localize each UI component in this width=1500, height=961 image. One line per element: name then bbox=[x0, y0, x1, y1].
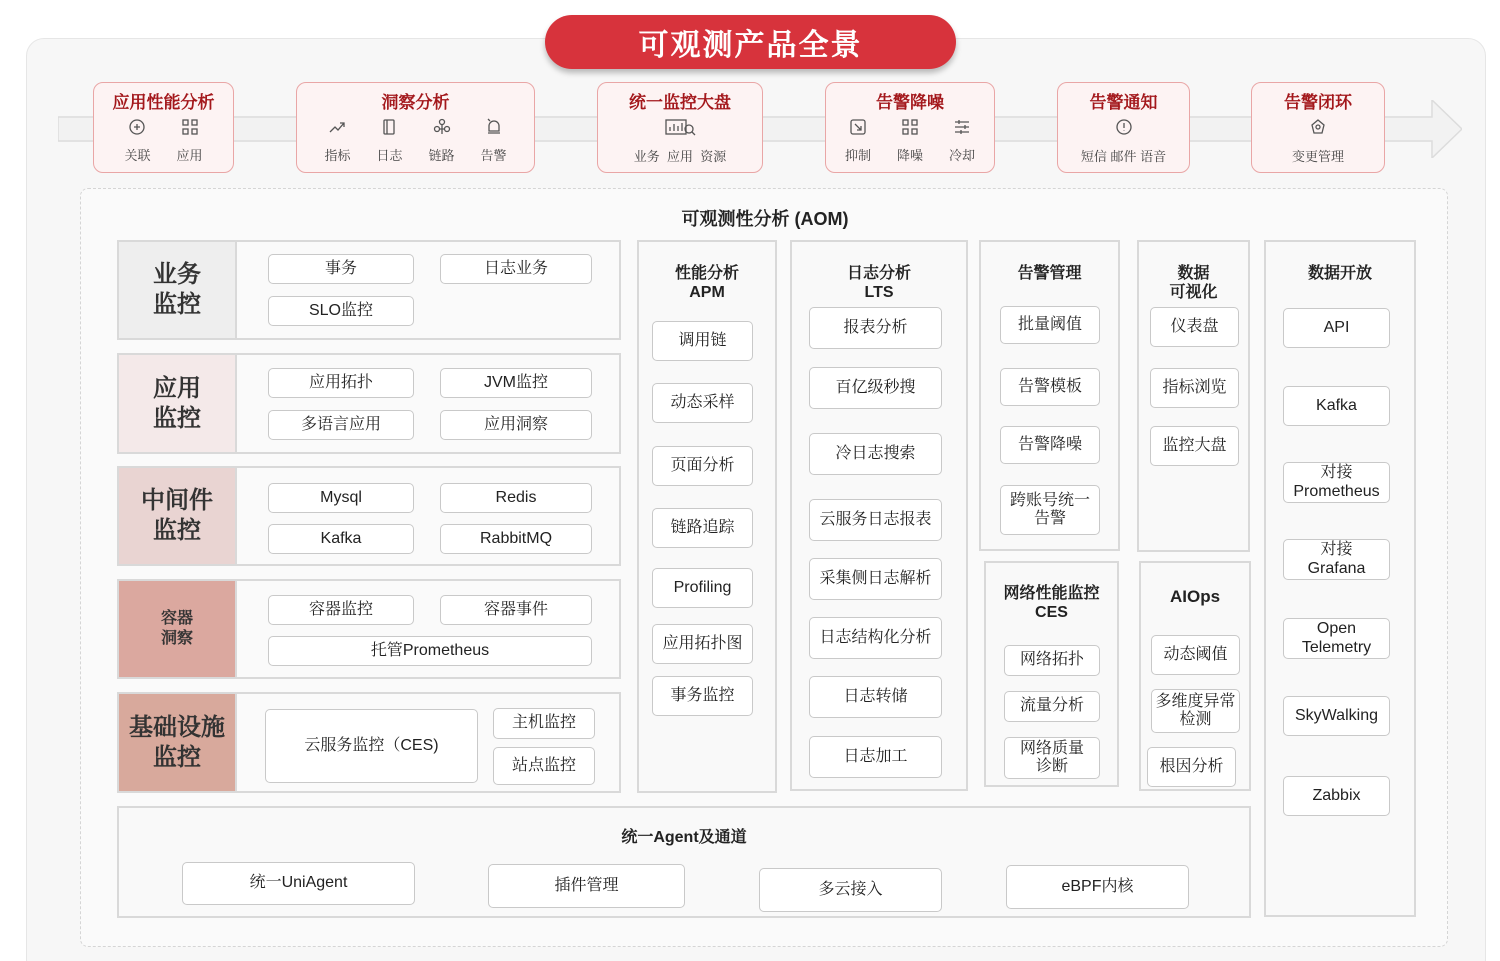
cap-item-denoise bbox=[897, 117, 923, 164]
agent-panel bbox=[117, 806, 1251, 918]
col-lts bbox=[790, 240, 968, 791]
cell[interactable]: 事务 bbox=[268, 254, 414, 284]
cell[interactable]: 事务监控 bbox=[652, 676, 753, 716]
nodes-icon bbox=[432, 117, 452, 137]
cell[interactable]: 根因分析 bbox=[1147, 747, 1236, 787]
cell[interactable]: 页面分析 bbox=[652, 446, 753, 486]
cell[interactable]: 应用拓扑 bbox=[268, 368, 414, 398]
row-business bbox=[117, 240, 621, 340]
grid-icon bbox=[900, 117, 920, 137]
cell[interactable]: 告警模板 bbox=[1000, 368, 1100, 406]
row-label: 业务 监控 bbox=[119, 242, 237, 338]
link-icon bbox=[127, 117, 147, 137]
cell[interactable]: 监控大盘 bbox=[1150, 426, 1239, 466]
suppress-icon bbox=[848, 117, 868, 137]
cell[interactable]: 对接 Prometheus bbox=[1283, 462, 1390, 503]
cell[interactable]: 告警降噪 bbox=[1000, 426, 1100, 464]
cell[interactable]: 云服务日志报表 bbox=[809, 499, 942, 541]
col-title: 统一Agent及通道 bbox=[621, 829, 747, 846]
cap-label: 冷却 bbox=[949, 148, 976, 163]
cell[interactable]: RabbitMQ bbox=[440, 524, 592, 554]
cell[interactable]: 指标浏览 bbox=[1150, 368, 1239, 408]
col-title: 日志分析 LTS bbox=[846, 265, 911, 302]
cell[interactable]: 网络拓扑 bbox=[1004, 645, 1100, 676]
loop-icon bbox=[1308, 117, 1328, 137]
cap-label: 关联 bbox=[124, 148, 151, 163]
col-visualization bbox=[1137, 240, 1250, 552]
row-container bbox=[117, 579, 621, 679]
cell[interactable]: Zabbix bbox=[1283, 776, 1390, 816]
cell[interactable]: Redis bbox=[440, 483, 592, 513]
dashboard-search-icon bbox=[664, 117, 696, 137]
bell-icon bbox=[484, 117, 504, 137]
cap-label: 应用 bbox=[176, 148, 203, 163]
cell[interactable]: 调用链 bbox=[652, 321, 753, 361]
cap-label: 日志 bbox=[376, 148, 403, 163]
row-label: 基础设施 监控 bbox=[119, 694, 237, 791]
cap-item-suppress bbox=[845, 117, 871, 164]
col-title: 数据开放 bbox=[1307, 265, 1372, 282]
cap-label: 抑制 bbox=[844, 148, 871, 163]
cap-title: 洞察分析 bbox=[381, 93, 450, 112]
cap-labels: 变更管理 bbox=[1291, 149, 1344, 164]
cell[interactable]: 日志转储 bbox=[809, 676, 942, 718]
cell[interactable]: 动态阈值 bbox=[1151, 635, 1240, 675]
cap-closed-loop[interactable] bbox=[1251, 82, 1385, 173]
grid-icon bbox=[180, 117, 200, 137]
cell[interactable]: 网络质量 诊断 bbox=[1004, 737, 1100, 779]
cap-title: 告警闭环 bbox=[1284, 93, 1352, 112]
notify-icon bbox=[1114, 117, 1134, 137]
col-title: 告警管理 bbox=[1017, 265, 1082, 282]
col-data-open bbox=[1264, 240, 1416, 917]
row-label: 中间件 监控 bbox=[119, 468, 237, 564]
cap-title: 统一监控大盘 bbox=[629, 93, 731, 112]
cap-labels: 业务 应用 资源 bbox=[633, 149, 727, 164]
cap-item-log bbox=[376, 117, 402, 164]
cap-item-cooldown bbox=[949, 117, 975, 164]
cell[interactable]: API bbox=[1283, 308, 1390, 348]
cap-label: 链路 bbox=[428, 148, 455, 163]
col-title: AIOps bbox=[1169, 587, 1221, 606]
cell[interactable]: 动态采样 bbox=[652, 383, 753, 423]
col-title: 性能分析 APM bbox=[674, 265, 739, 302]
cap-apm[interactable] bbox=[93, 82, 234, 173]
cell[interactable]: 站点监控 bbox=[493, 747, 595, 785]
cell[interactable]: 多云接入 bbox=[759, 868, 942, 912]
row-label: 应用 监控 bbox=[119, 355, 237, 452]
cap-title: 告警通知 bbox=[1089, 93, 1158, 112]
cell[interactable]: 冷日志搜索 bbox=[809, 433, 942, 475]
cell[interactable]: 采集侧日志解析 bbox=[809, 558, 942, 600]
cap-alarm-denoise[interactable] bbox=[825, 82, 995, 173]
row-application bbox=[117, 353, 621, 454]
cap-label: 告警 bbox=[480, 148, 507, 163]
log-icon bbox=[379, 117, 399, 137]
col-title: 数据 可视化 bbox=[1169, 265, 1218, 302]
col-ces bbox=[984, 561, 1119, 787]
cell[interactable]: JVM监控 bbox=[440, 368, 592, 398]
aom-title: 可观测性分析 (AOM) bbox=[681, 209, 849, 229]
cell[interactable]: Kafka bbox=[268, 524, 414, 554]
cell[interactable]: 仪表盘 bbox=[1150, 307, 1239, 347]
cap-title: 告警降噪 bbox=[876, 93, 944, 112]
cap-item-metric bbox=[324, 117, 350, 164]
cell[interactable]: SLO监控 bbox=[268, 296, 414, 326]
cell[interactable]: 流量分析 bbox=[1004, 691, 1100, 722]
cell[interactable]: 多维度异常 检测 bbox=[1151, 689, 1240, 733]
cell[interactable]: Open Telemetry bbox=[1283, 618, 1390, 659]
col-alarm bbox=[979, 240, 1120, 551]
cap-item-link bbox=[124, 117, 150, 164]
row-infrastructure bbox=[117, 692, 621, 793]
cell[interactable]: 百亿级秒搜 bbox=[809, 367, 942, 409]
trend-icon bbox=[327, 117, 347, 137]
cell[interactable]: 日志加工 bbox=[809, 736, 942, 778]
cell[interactable]: 多语言应用 bbox=[268, 410, 414, 440]
cell[interactable]: 云服务监控（CES) bbox=[265, 709, 478, 783]
cap-label: 指标 bbox=[324, 148, 351, 163]
cap-notify[interactable] bbox=[1057, 82, 1190, 173]
cell[interactable]: 跨账号统一 告警 bbox=[1000, 485, 1100, 535]
col-title: 网络性能监控 CES bbox=[1003, 585, 1100, 622]
cell[interactable]: Profiling bbox=[652, 568, 753, 608]
cell[interactable]: 托管Prometheus bbox=[268, 636, 592, 666]
cell[interactable]: 日志业务 bbox=[440, 254, 592, 284]
cell[interactable]: 容器事件 bbox=[440, 595, 592, 625]
cell[interactable]: 插件管理 bbox=[488, 864, 685, 908]
cap-insight[interactable] bbox=[296, 82, 535, 173]
cap-item-app bbox=[177, 117, 203, 164]
cell[interactable]: 对接 Grafana bbox=[1283, 539, 1390, 580]
col-apm bbox=[637, 240, 777, 793]
cell[interactable]: 链路追踪 bbox=[652, 508, 753, 548]
cell[interactable]: Mysql bbox=[268, 483, 414, 513]
cell[interactable]: 日志结构化分析 bbox=[809, 617, 942, 659]
cell[interactable]: 批量阈值 bbox=[1000, 306, 1100, 344]
col-aiops bbox=[1139, 561, 1251, 791]
cell[interactable]: SkyWalking bbox=[1283, 696, 1390, 736]
cell[interactable]: 报表分析 bbox=[809, 307, 942, 349]
cell[interactable]: 主机监控 bbox=[493, 708, 595, 739]
cell[interactable]: 容器监控 bbox=[268, 595, 414, 625]
cell[interactable]: 应用洞察 bbox=[440, 410, 592, 440]
cell[interactable]: 统一UniAgent bbox=[182, 862, 415, 905]
cap-label: 降噪 bbox=[896, 148, 923, 163]
banner-title: 可观测产品全景 bbox=[545, 15, 956, 69]
cap-title: 应用性能分析 bbox=[112, 93, 215, 112]
cell[interactable]: Kafka bbox=[1283, 386, 1390, 426]
row-middleware bbox=[117, 466, 621, 566]
cap-dashboard[interactable] bbox=[597, 82, 763, 173]
cell[interactable]: eBPF内核 bbox=[1006, 865, 1189, 909]
cap-item-alarm bbox=[481, 117, 507, 164]
cap-labels: 短信 邮件 语音 bbox=[1080, 149, 1167, 164]
sliders-icon bbox=[952, 117, 972, 137]
cap-item-trace bbox=[429, 117, 455, 164]
row-label: 容器 洞察 bbox=[119, 581, 237, 677]
cell[interactable]: 应用拓扑图 bbox=[652, 624, 753, 664]
